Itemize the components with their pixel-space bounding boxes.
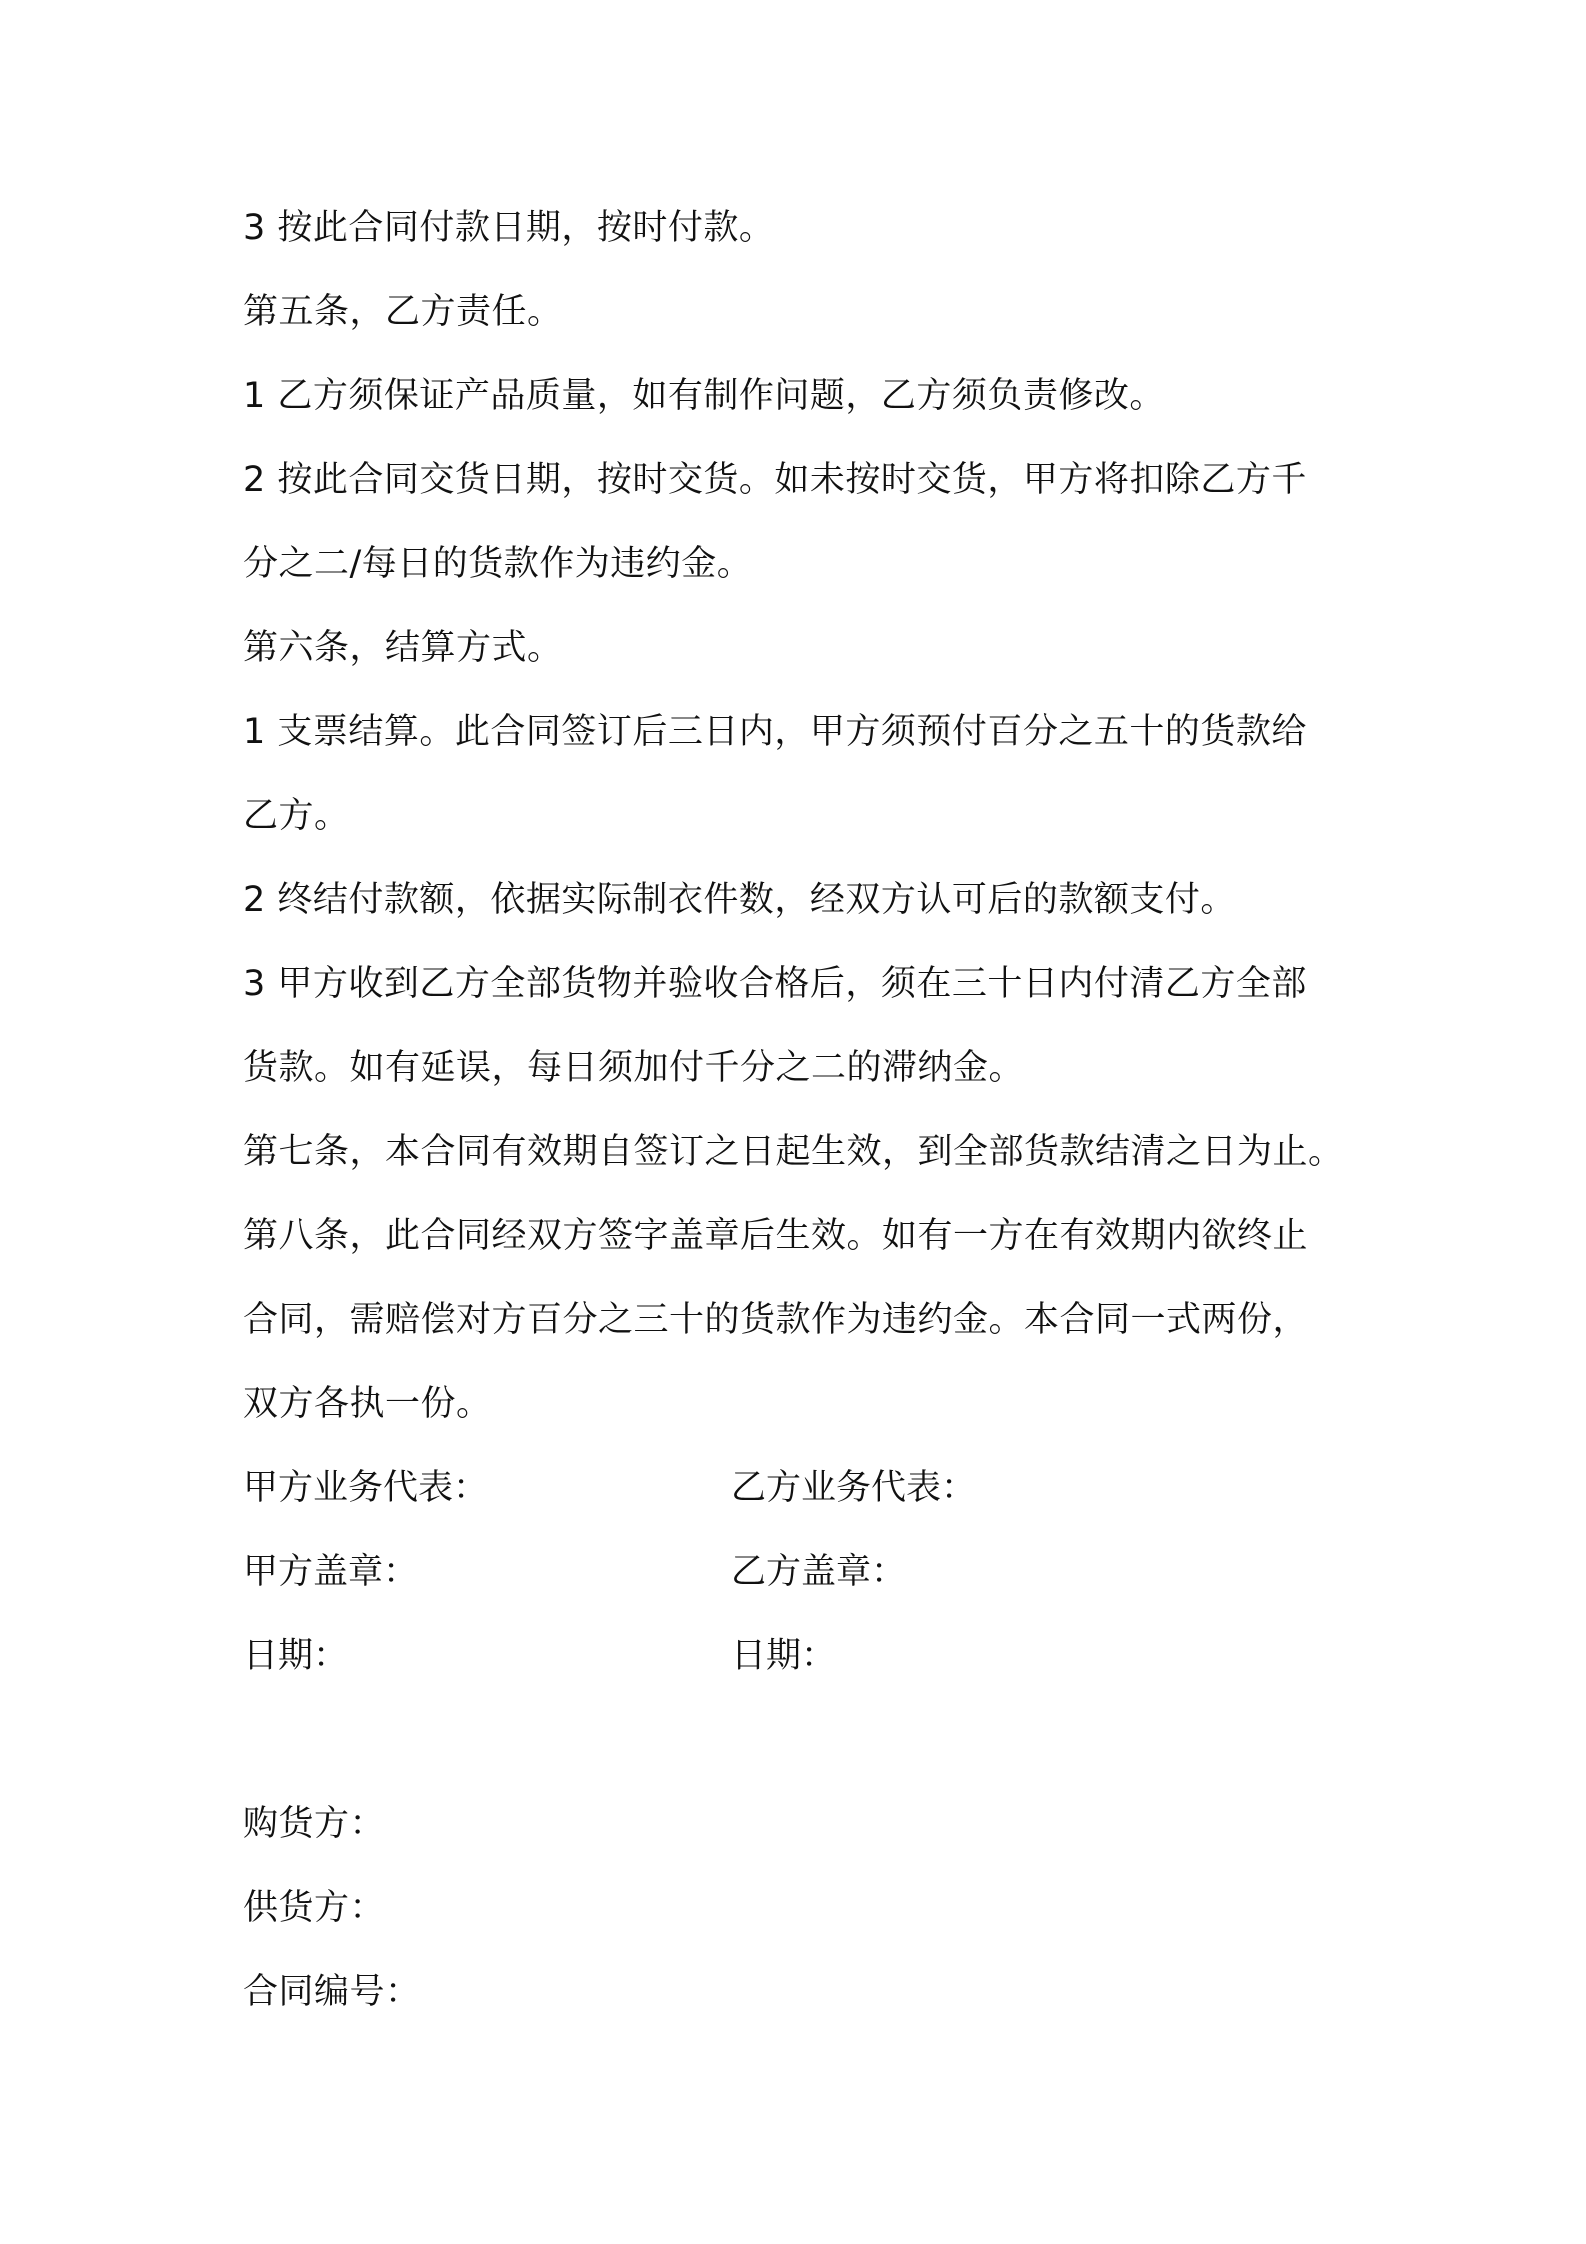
party-a-seal-label: 甲方盖章： — [243, 1552, 419, 1592]
supplier-label: 供货方： — [243, 1888, 386, 1928]
clause-line-15: 双方各执一份。 — [243, 1384, 492, 1424]
clause-line-9: 2 终结付款额，依据实际制衣件数，经双方认可后的款额支付。 — [243, 880, 1236, 920]
clause-line-11: 货款。如有延误，每日须加付千分之二的滞纳金。 — [243, 1048, 1025, 1088]
clause-line-10: 3 甲方收到乙方全部货物并验收合格后，须在三十日内付清乙方全部 — [243, 964, 1307, 1004]
clause-line-8: 乙方。 — [243, 796, 350, 836]
article-6-heading: 第六条，结算方式。 — [243, 628, 563, 668]
signature-row-date — [243, 1632, 1363, 1680]
clause-line-3: 1 乙方须保证产品质量，如有制作问题，乙方须负责修改。 — [243, 376, 1165, 416]
party-a-date-label: 日期： — [243, 1636, 349, 1676]
article-7-text: 第七条，本合同有效期自签订之日起生效，到全部货款结清之日为止。 — [243, 1132, 1344, 1172]
clause-line-4: 2 按此合同交货日期，按时交货。如未按时交货，甲方将扣除乙方千 — [243, 460, 1307, 500]
clause-line-1: 3 按此合同付款日期，按时付款。 — [243, 208, 775, 248]
article-8-text: 第八条，此合同经双方签字盖章后生效。如有一方在有效期内欲终止 — [243, 1216, 1309, 1256]
article-5-heading: 第五条，乙方责任。 — [243, 292, 563, 332]
party-b-rep-label: 乙方业务代表： — [731, 1468, 977, 1508]
buyer-label: 购货方： — [243, 1804, 386, 1844]
clause-line-7: 1 支票结算。此合同签订后三日内，甲方须预付百分之五十的货款给 — [243, 712, 1307, 752]
party-a-rep-label: 甲方业务代表： — [243, 1468, 489, 1508]
signature-row-rep — [243, 1464, 1363, 1512]
party-b-date-label: 日期： — [731, 1636, 837, 1676]
contract-number-label: 合同编号： — [243, 1972, 421, 2012]
party-b-seal-label: 乙方盖章： — [731, 1552, 907, 1592]
signature-row-seal — [243, 1548, 1363, 1596]
clause-line-14: 合同，需赔偿对方百分之三十的货款作为违约金。本合同一式两份， — [243, 1300, 1309, 1340]
clause-line-5: 分之二/每日的货款作为违约金。 — [243, 544, 753, 584]
